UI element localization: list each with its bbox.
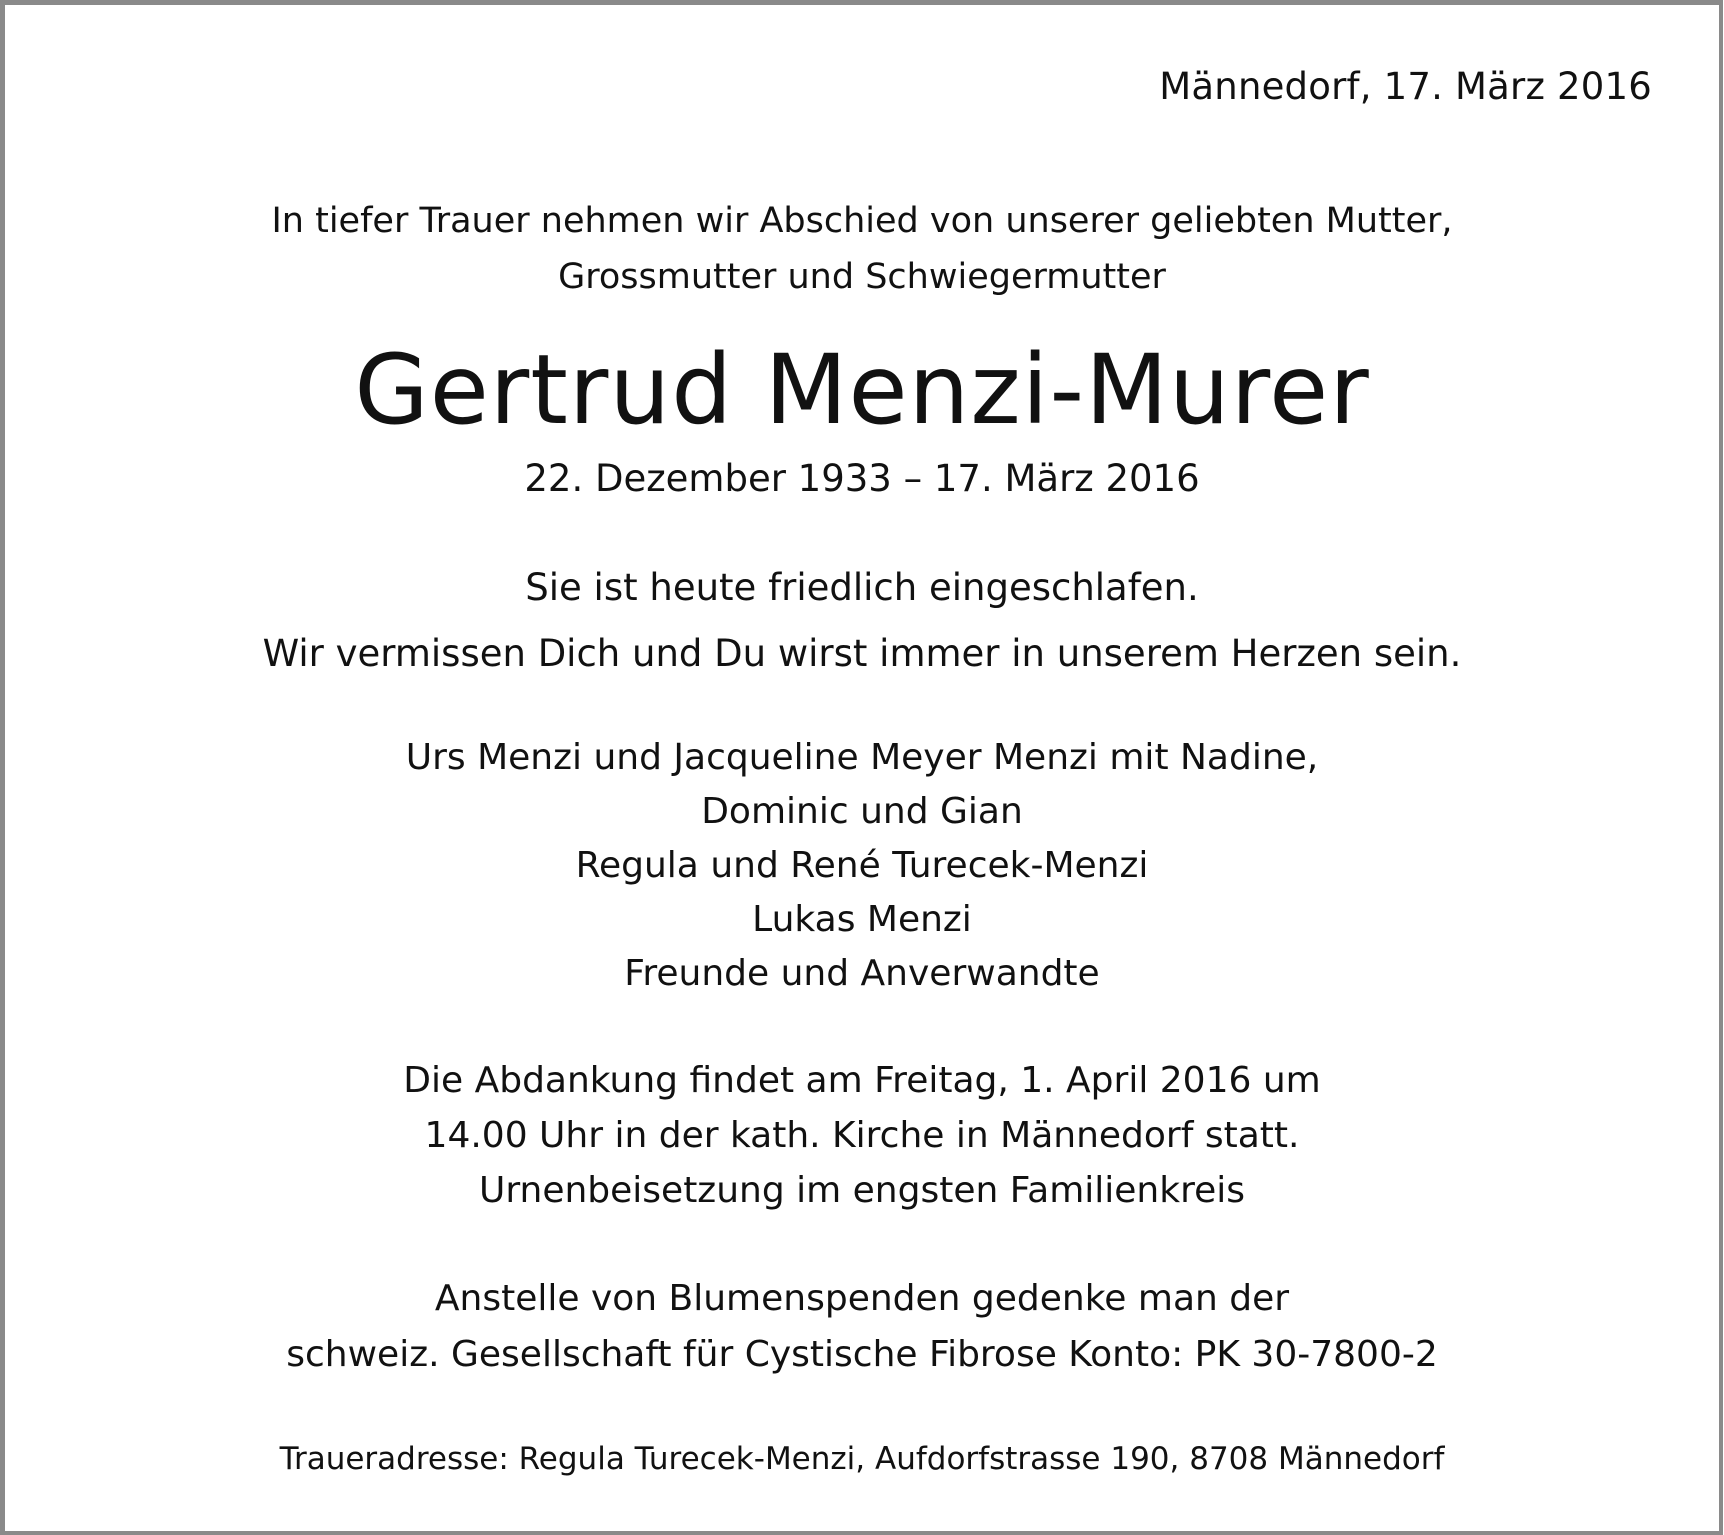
life-dates: 22. Dezember 1933 – 17. März 2016	[524, 457, 1200, 500]
deceased-name: Gertrud Menzi-Murer	[354, 334, 1370, 446]
family-list	[5, 731, 1719, 1001]
family-line: Dominic und Gian	[701, 791, 1023, 832]
family-line: Regula und René Turecek-Menzi	[575, 845, 1149, 886]
service-line: 14.00 Uhr in der kath. Kirche in Männedorf statt.	[424, 1115, 1300, 1156]
family-line: Freunde und Anverwandte	[624, 953, 1100, 994]
intro-line: Grossmutter und Schwiegermutter	[558, 257, 1166, 297]
life-dates-block	[5, 455, 1719, 503]
donation-info	[5, 1271, 1719, 1383]
intro-line: In tiefer Trauer nehmen wir Abschied von unserer geliebten Mutter,	[271, 201, 1453, 241]
family-line: Lukas Menzi	[752, 899, 972, 940]
service-line: Urnenbeisetzung im engsten Familienkreis	[478, 1170, 1246, 1211]
message-line: Sie ist heute friedlich eingeschlafen.	[525, 566, 1199, 609]
mourning-address	[5, 1437, 1719, 1481]
place-date: Männedorf, 17. März 2016	[1159, 65, 1652, 108]
family-line: Urs Menzi und Jacqueline Meyer Menzi mit Nadine,	[405, 737, 1319, 778]
donation-line: schweiz. Gesellschaft für Cystische Fibrose Konto: PK 30-7800-2	[286, 1334, 1438, 1375]
service-info	[5, 1053, 1719, 1218]
intro-text	[5, 193, 1719, 305]
donation-line: Anstelle von Blumenspenden gedenke man der	[434, 1278, 1290, 1319]
message-line: Wir vermissen Dich und Du wirst immer in unserem Herzen sein.	[262, 632, 1462, 675]
message-text	[5, 555, 1719, 687]
address-line: Traueradresse: Regula Turecek-Menzi, Aufdorfstrasse 190, 8708 Männedorf	[279, 1441, 1445, 1477]
service-line: Die Abdankung findet am Freitag, 1. April 2016 um	[403, 1060, 1321, 1101]
